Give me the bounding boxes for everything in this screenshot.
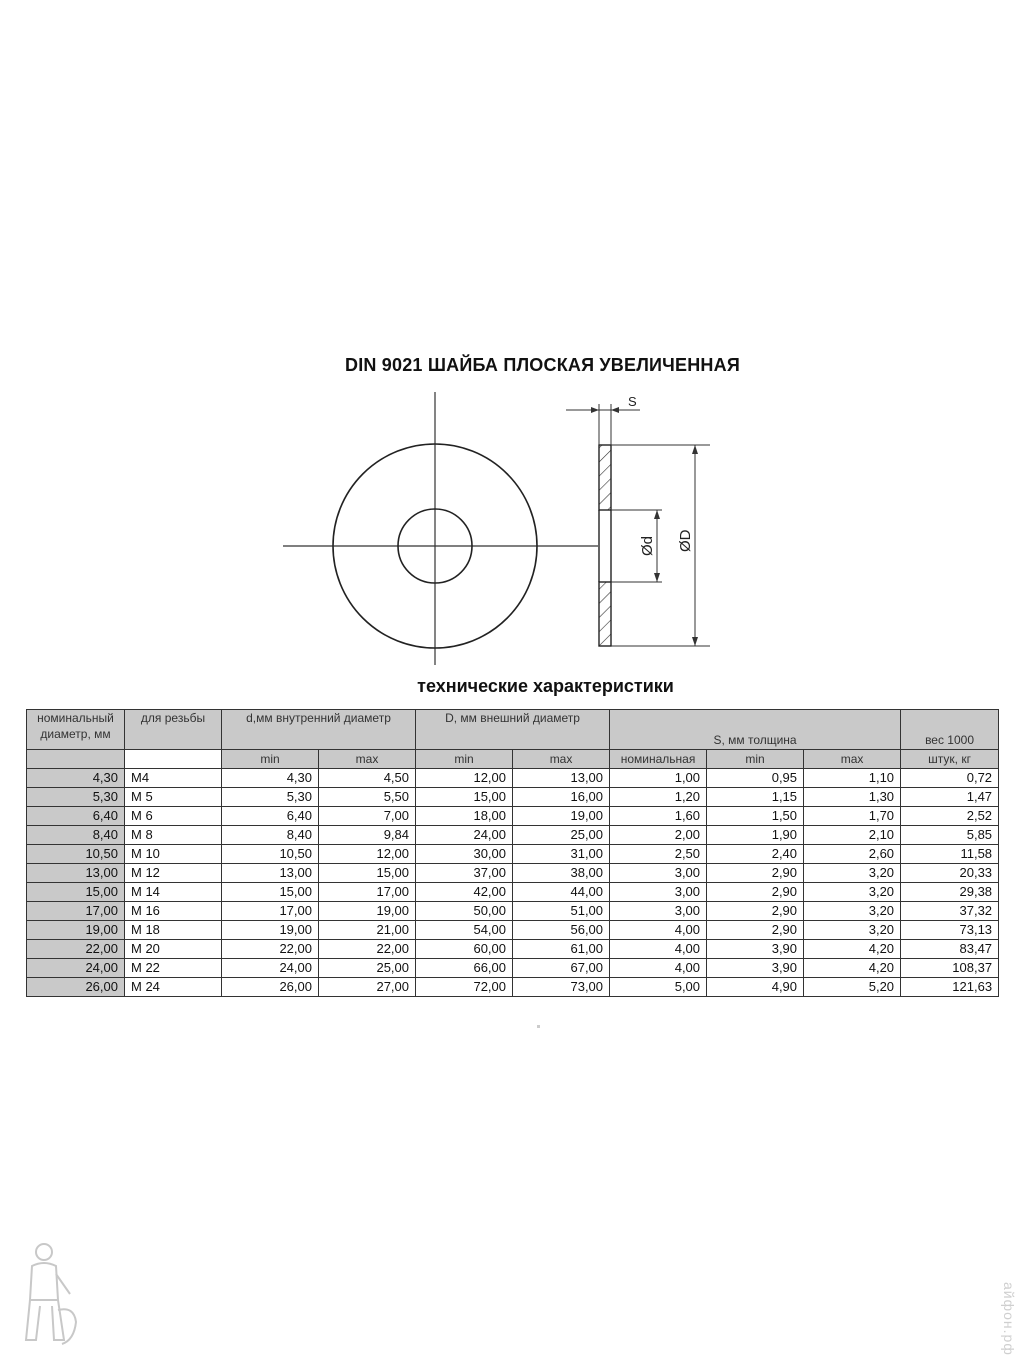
label-D: ØD xyxy=(677,529,694,552)
header-D-outer: D, мм внешний диаметр xyxy=(416,710,610,750)
cell-D-min: 24,00 xyxy=(416,826,513,845)
cell-S-nom: 2,50 xyxy=(610,845,707,864)
cell-D-min: 18,00 xyxy=(416,807,513,826)
cell-d-min: 6,40 xyxy=(222,807,319,826)
cell-S-nom: 3,00 xyxy=(610,864,707,883)
table-row xyxy=(27,788,999,807)
cell-S-min: 2,90 xyxy=(707,921,804,940)
subheader-empty xyxy=(125,750,222,769)
cell-D-max: 51,00 xyxy=(513,902,610,921)
cell-weight: 11,58 xyxy=(901,845,999,864)
table-row xyxy=(27,978,999,997)
cell-weight: 83,47 xyxy=(901,940,999,959)
cell-S-nom: 3,00 xyxy=(610,902,707,921)
cell-d-max: 19,00 xyxy=(319,902,416,921)
header-S-thickness: S, мм толщина xyxy=(610,710,901,750)
cell-d-min: 17,00 xyxy=(222,902,319,921)
cell-D-max: 67,00 xyxy=(513,959,610,978)
cell-S-min: 3,90 xyxy=(707,940,804,959)
cell-S-nom: 4,00 xyxy=(610,959,707,978)
subheader-S-min: min xyxy=(707,750,804,769)
cell-D-max: 16,00 xyxy=(513,788,610,807)
cell-d-min: 8,40 xyxy=(222,826,319,845)
cell-weight: 37,32 xyxy=(901,902,999,921)
cell-thread: M 10 xyxy=(125,845,222,864)
cell-S-nom: 2,00 xyxy=(610,826,707,845)
cell-nominal: 13,00 xyxy=(27,864,125,883)
cell-weight: 108,37 xyxy=(901,959,999,978)
cell-weight: 20,33 xyxy=(901,864,999,883)
cell-d-min: 19,00 xyxy=(222,921,319,940)
cell-S-max: 1,30 xyxy=(804,788,901,807)
cell-D-max: 61,00 xyxy=(513,940,610,959)
table-row xyxy=(27,883,999,902)
cell-nominal: 10,50 xyxy=(27,845,125,864)
cell-S-nom: 3,00 xyxy=(610,883,707,902)
cell-S-nom: 1,00 xyxy=(610,769,707,788)
cell-S-min: 4,90 xyxy=(707,978,804,997)
cell-d-min: 26,00 xyxy=(222,978,319,997)
cell-D-min: 54,00 xyxy=(416,921,513,940)
header-d-inner: d,мм внутренний диаметр xyxy=(222,710,416,750)
cell-d-max: 7,00 xyxy=(319,807,416,826)
cell-S-nom: 4,00 xyxy=(610,940,707,959)
subheader-d-min: min xyxy=(222,750,319,769)
cell-d-max: 22,00 xyxy=(319,940,416,959)
cell-S-min: 2,90 xyxy=(707,902,804,921)
table-row xyxy=(27,864,999,883)
cell-nominal: 26,00 xyxy=(27,978,125,997)
spec-table xyxy=(26,709,999,997)
cell-thread: M 5 xyxy=(125,788,222,807)
cell-S-max: 3,20 xyxy=(804,864,901,883)
cell-d-max: 12,00 xyxy=(319,845,416,864)
cell-d-max: 17,00 xyxy=(319,883,416,902)
section-upper xyxy=(599,445,611,510)
cell-d-max: 25,00 xyxy=(319,959,416,978)
cell-thread: M 6 xyxy=(125,807,222,826)
cell-D-min: 50,00 xyxy=(416,902,513,921)
cell-S-max: 4,20 xyxy=(804,940,901,959)
header-weight: вес 1000 xyxy=(901,710,999,750)
cell-thread: M 20 xyxy=(125,940,222,959)
cell-d-min: 22,00 xyxy=(222,940,319,959)
cell-D-min: 12,00 xyxy=(416,769,513,788)
cell-S-nom: 1,20 xyxy=(610,788,707,807)
washer-drawing xyxy=(0,380,1023,680)
cell-weight: 0,72 xyxy=(901,769,999,788)
cell-weight: 5,85 xyxy=(901,826,999,845)
cell-D-min: 30,00 xyxy=(416,845,513,864)
cell-S-max: 3,20 xyxy=(804,921,901,940)
plumber-logo xyxy=(22,1240,82,1358)
cell-D-max: 56,00 xyxy=(513,921,610,940)
cell-S-max: 1,10 xyxy=(804,769,901,788)
label-d: Ød xyxy=(639,535,656,556)
cell-D-max: 13,00 xyxy=(513,769,610,788)
cell-S-nom: 1,60 xyxy=(610,807,707,826)
cell-d-max: 4,50 xyxy=(319,769,416,788)
cell-S-min: 2,90 xyxy=(707,883,804,902)
subheader-D-min: min xyxy=(416,750,513,769)
cell-thread: M4 xyxy=(125,769,222,788)
cell-thread: M 12 xyxy=(125,864,222,883)
cell-D-min: 37,00 xyxy=(416,864,513,883)
cell-thread: M 8 xyxy=(125,826,222,845)
cell-d-min: 24,00 xyxy=(222,959,319,978)
cell-D-max: 19,00 xyxy=(513,807,610,826)
cell-weight: 73,13 xyxy=(901,921,999,940)
cell-D-min: 66,00 xyxy=(416,959,513,978)
cell-nominal: 24,00 xyxy=(27,959,125,978)
cell-S-max: 4,20 xyxy=(804,959,901,978)
cell-D-min: 72,00 xyxy=(416,978,513,997)
cell-S-min: 1,15 xyxy=(707,788,804,807)
header-nominal: номинальный диаметр, мм xyxy=(27,710,125,750)
cell-S-nom: 4,00 xyxy=(610,921,707,940)
cell-d-max: 21,00 xyxy=(319,921,416,940)
cell-thread: M 16 xyxy=(125,902,222,921)
cell-nominal: 8,40 xyxy=(27,826,125,845)
cell-weight: 29,38 xyxy=(901,883,999,902)
cell-S-max: 3,20 xyxy=(804,883,901,902)
table-row xyxy=(27,807,999,826)
subheader-weight: штук, кг xyxy=(901,750,999,769)
cell-nominal: 17,00 xyxy=(27,902,125,921)
table-row xyxy=(27,940,999,959)
table-row xyxy=(27,902,999,921)
table-row xyxy=(27,921,999,940)
cell-D-max: 38,00 xyxy=(513,864,610,883)
page-title: DIN 9021 ШАЙБА ПЛОСКАЯ УВЕЛИЧЕННАЯ xyxy=(345,355,740,375)
cell-d-max: 27,00 xyxy=(319,978,416,997)
cell-D-min: 15,00 xyxy=(416,788,513,807)
cell-S-min: 3,90 xyxy=(707,959,804,978)
watermark: айфон.рф xyxy=(1001,1282,1017,1356)
cell-D-min: 42,00 xyxy=(416,883,513,902)
subheader-d-max: max xyxy=(319,750,416,769)
cell-D-min: 60,00 xyxy=(416,940,513,959)
cell-S-max: 1,70 xyxy=(804,807,901,826)
cell-d-min: 15,00 xyxy=(222,883,319,902)
table-row xyxy=(27,826,999,845)
cell-weight: 2,52 xyxy=(901,807,999,826)
cell-thread: M 18 xyxy=(125,921,222,940)
cell-nominal: 19,00 xyxy=(27,921,125,940)
cell-S-min: 1,50 xyxy=(707,807,804,826)
cell-S-max: 2,60 xyxy=(804,845,901,864)
cell-d-min: 5,30 xyxy=(222,788,319,807)
cell-S-min: 0,95 xyxy=(707,769,804,788)
cell-nominal: 5,30 xyxy=(27,788,125,807)
subheader-S-max: max xyxy=(804,750,901,769)
table-row xyxy=(27,845,999,864)
cell-d-max: 9,84 xyxy=(319,826,416,845)
table-row xyxy=(27,769,999,788)
cell-thread: M 22 xyxy=(125,959,222,978)
speck xyxy=(537,1025,540,1028)
subheader-D-max: max xyxy=(513,750,610,769)
cell-S-max: 5,20 xyxy=(804,978,901,997)
cell-S-min: 2,40 xyxy=(707,845,804,864)
cell-D-max: 25,00 xyxy=(513,826,610,845)
cell-S-max: 2,10 xyxy=(804,826,901,845)
cell-nominal: 22,00 xyxy=(27,940,125,959)
cell-thread: M 24 xyxy=(125,978,222,997)
cell-d-max: 15,00 xyxy=(319,864,416,883)
cell-nominal: 15,00 xyxy=(27,883,125,902)
header-thread: для резьбы xyxy=(125,710,222,750)
subheader-S-nom: номинальная xyxy=(610,750,707,769)
cell-thread: M 14 xyxy=(125,883,222,902)
label-s: S xyxy=(628,394,637,409)
cell-d-min: 13,00 xyxy=(222,864,319,883)
cell-d-min: 4,30 xyxy=(222,769,319,788)
cell-nominal: 4,30 xyxy=(27,769,125,788)
cell-D-max: 44,00 xyxy=(513,883,610,902)
cell-d-max: 5,50 xyxy=(319,788,416,807)
subheader-empty xyxy=(27,750,125,769)
section-subtitle: технические характеристики xyxy=(417,676,674,696)
cell-S-min: 1,90 xyxy=(707,826,804,845)
section-lower xyxy=(599,582,611,646)
table-row xyxy=(27,959,999,978)
cell-S-max: 3,20 xyxy=(804,902,901,921)
cell-D-max: 73,00 xyxy=(513,978,610,997)
cell-nominal: 6,40 xyxy=(27,807,125,826)
cell-weight: 121,63 xyxy=(901,978,999,997)
cell-d-min: 10,50 xyxy=(222,845,319,864)
cell-S-min: 2,90 xyxy=(707,864,804,883)
cell-S-nom: 5,00 xyxy=(610,978,707,997)
cell-weight: 1,47 xyxy=(901,788,999,807)
cell-D-max: 31,00 xyxy=(513,845,610,864)
